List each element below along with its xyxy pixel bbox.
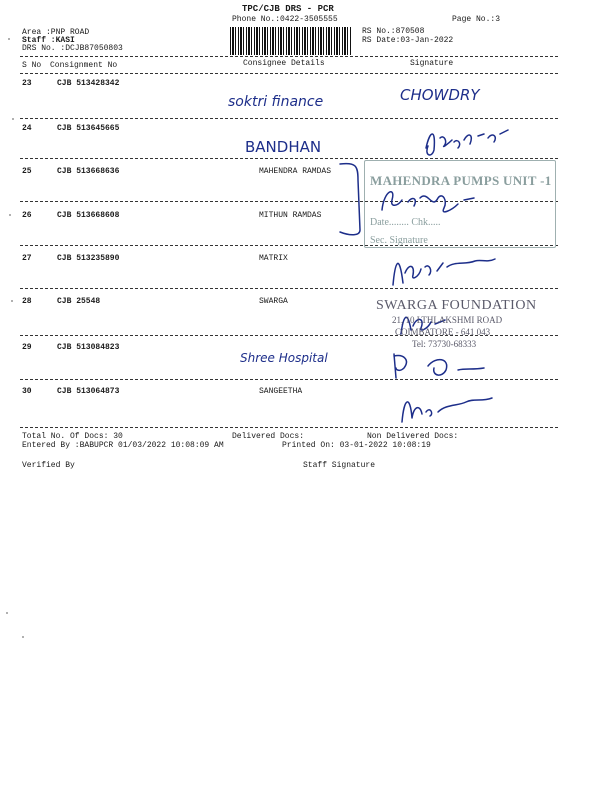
printed-on: Printed On: 03-01-2022 10:08:19 <box>282 441 431 450</box>
row-sno: 25 <box>22 167 32 176</box>
barcode <box>230 27 352 55</box>
signature-scribble <box>418 120 518 160</box>
col-consignee: Consignee Details <box>243 59 325 68</box>
row-consignee: MATRIX <box>259 254 288 263</box>
stamp-phone-line: Tel: 73730-68333 <box>412 339 477 349</box>
row-consignee: SANGEETHA <box>259 387 303 396</box>
bracket-mark <box>336 160 366 240</box>
phone-number: Phone No.:0422-3505555 <box>232 15 338 24</box>
signature-scribble <box>385 243 505 293</box>
stamp-foundation-name: SWARGA FOUNDATION <box>376 298 537 313</box>
non-delivered-docs: Non Delivered Docs: <box>367 432 459 441</box>
row-sno: 27 <box>22 254 32 263</box>
verified-by: Verified By <box>22 461 75 470</box>
stamp-date-line: Date........ Chk..... <box>370 217 441 228</box>
stamp-company-name: MAHENDRA PUMPS UNIT -1 <box>370 173 552 188</box>
handwritten-consignee: soktri finance <box>228 94 324 110</box>
scan-speck <box>9 214 11 216</box>
delivered-docs: Delivered Docs: <box>232 432 305 441</box>
signature-scribble <box>388 348 498 384</box>
page-number: Page No.:3 <box>452 15 501 24</box>
col-signature: Signature <box>410 59 454 68</box>
divider <box>20 73 558 74</box>
row-consignee: SWARGA <box>259 297 288 306</box>
area: Area :PNP ROAD <box>22 28 90 37</box>
signature-scribble <box>392 388 502 428</box>
drs-number: DRS No. :DCJB87050803 <box>22 44 123 53</box>
row-sno: 23 <box>22 79 32 88</box>
handwritten-consignee: Shree Hospital <box>240 351 328 365</box>
row-consignment: CJB 25548 <box>57 297 101 306</box>
row-sno: 24 <box>22 124 32 133</box>
stamp-address-line: 21, 10 LTHLAKSHMI ROAD <box>392 315 503 325</box>
stamp-address-line: COIMBATORE - 641 043 <box>395 327 491 337</box>
handwritten-consignee: BANDHAN <box>245 138 322 156</box>
row-consignment: CJB 513668636 <box>57 167 120 176</box>
stamp-signature-line: Sec. Signature <box>370 235 428 246</box>
scan-speck <box>11 300 13 302</box>
row-consignment: CJB 513235890 <box>57 254 120 263</box>
total-docs: Total No. Of Docs: 30 <box>22 432 123 441</box>
staff-signature: Staff Signature <box>303 461 376 470</box>
report-title: TPC/CJB DRS - PCR <box>242 4 334 14</box>
divider <box>20 118 558 119</box>
row-consignment: CJB 513064873 <box>57 387 120 396</box>
row-consignment: CJB 513645665 <box>57 124 120 133</box>
entered-by: Entered By :BABUPCR 01/03/2022 10:08:09 AM <box>22 441 224 450</box>
row-consignee: MITHUN RAMDAS <box>259 211 322 220</box>
row-consignment: CJB 513084823 <box>57 343 120 352</box>
rs-number: RS No.:870508 <box>362 27 425 36</box>
scan-speck <box>6 612 8 614</box>
col-sno: S No <box>22 61 42 70</box>
staff: Staff :KASI <box>22 36 75 45</box>
row-sno: 30 <box>22 387 32 396</box>
row-sno: 29 <box>22 343 32 352</box>
scan-speck <box>12 118 14 120</box>
row-consignee: MAHENDRA RAMDAS <box>259 167 332 176</box>
row-sno: 28 <box>22 297 32 306</box>
row-sno: 26 <box>22 211 32 220</box>
divider <box>20 56 558 57</box>
scan-speck <box>22 636 24 638</box>
rs-date: RS Date:03-Jan-2022 <box>362 36 454 45</box>
row-consignment: CJB 513668608 <box>57 211 120 220</box>
row-consignment: CJB 513428342 <box>57 79 120 88</box>
scan-speck <box>8 38 10 40</box>
handwritten-signature: CHOWDRY <box>400 86 480 104</box>
col-consignment: Consignment No <box>50 61 118 70</box>
